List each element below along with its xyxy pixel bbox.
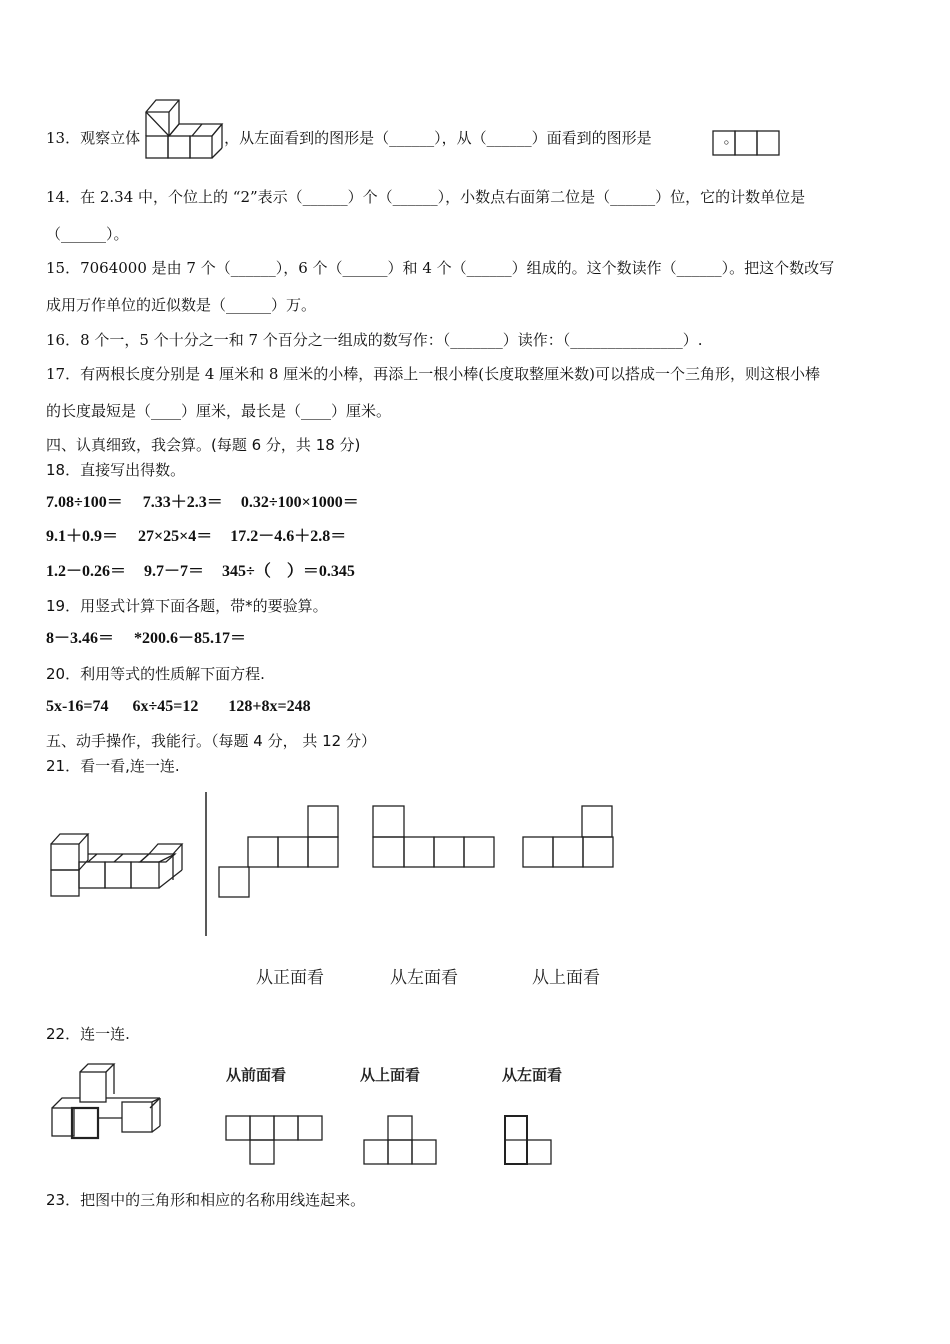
q22-label-left: 从左面看 <box>502 1066 563 1084</box>
q13-prefix: 13．观察立体 <box>46 129 141 147</box>
q22-view-b <box>363 1115 439 1167</box>
q17-line1: 17．有两根长度分别是 4 厘米和 8 厘米的小棒，再添上一根小棒(长度取整厘米数)可以搭成一个三角形，则这根小棒 <box>46 365 820 383</box>
q22-cube-solid <box>50 1062 162 1142</box>
q21-title: 21．看一看,连一连. <box>46 757 180 775</box>
q18-item: 1.2－0.26＝ <box>46 563 127 580</box>
q18-row-1 <box>46 493 359 513</box>
q18-item: 27×25×4＝ <box>138 528 213 545</box>
q21-view-a <box>218 805 342 899</box>
q22-title: 22．连一连. <box>46 1025 130 1043</box>
q13-top-view-figure <box>712 130 782 158</box>
q18-item: 17.2－4.6＋2.8＝ <box>230 528 347 545</box>
q22-view-c <box>504 1115 556 1167</box>
q20-title: 20．利用等式的性质解下面方程. <box>46 665 265 683</box>
q21-view-c <box>522 805 616 869</box>
q21-label-front: 从正面看 <box>256 968 324 988</box>
q21-label-top: 从上面看 <box>532 968 600 988</box>
q21-cube-solid <box>50 832 190 902</box>
q21-divider <box>205 792 209 938</box>
q22-label-front: 从前面看 <box>226 1066 287 1084</box>
q21-view-b <box>372 805 498 869</box>
q23-title: 23．把图中的三角形和相应的名称用线连起来。 <box>46 1191 366 1209</box>
q19-item: 8－3.46＝ <box>46 630 115 647</box>
q18-item: 7.33＋2.3＝ <box>142 494 223 511</box>
q20-item: 128+8x=248 <box>228 698 311 715</box>
q16-line: 16．8 个一，5 个十分之一和 7 个百分之一组成的数写作：（_______）读作：（_______________）. <box>46 331 703 349</box>
q18-row-3 <box>46 562 355 582</box>
q20-item: 5x-16=74 <box>46 698 109 715</box>
q18-item: 345÷（ ）＝0.345 <box>222 563 355 580</box>
q15-line1: 15．7064000 是由 7 个（______），6 个（______）和 4 个（______）组成的。这个数读作（______）。把这个数改写 <box>46 259 835 277</box>
q20-items <box>46 697 311 717</box>
q18-item: 9.7－7＝ <box>144 563 205 580</box>
q13-solid-figure <box>144 98 234 160</box>
q18-title: 18．直接写出得数。 <box>46 461 186 479</box>
q20-item: 6x÷45=12 <box>132 698 199 715</box>
q18-row-2 <box>46 527 346 547</box>
q18-item: 7.08÷100＝ <box>46 494 123 511</box>
q13-suffix: 。 <box>723 129 739 147</box>
q19-items <box>46 629 246 649</box>
q22-view-a <box>225 1115 327 1167</box>
q13-mid: ，从左面看到的图形是（______），从（______）面看到的图形是 <box>224 129 652 147</box>
q21-label-left: 从左面看 <box>390 968 458 988</box>
section5-title: 五、动手操作，我能行。（每题 4 分， 共 12 分） <box>46 732 376 750</box>
q17-line2: 的长度最短是（____）厘米，最长是（____）厘米。 <box>46 402 392 420</box>
q14-line2: （______）。 <box>46 225 129 243</box>
q19-item: *200.6－85.17＝ <box>134 630 247 647</box>
section4-title: 四、认真细致，我会算。(每题 6 分，共 18 分) <box>46 436 361 454</box>
q15-line2: 成用万作单位的近似数是（______）万。 <box>46 296 317 314</box>
q14-line1: 14．在 2.34 中，个位上的 “2”表示（______）个（______），小数点右面第二位是（______）位，它的计数单位是 <box>46 188 806 206</box>
q22-label-top: 从上面看 <box>360 1066 421 1084</box>
q18-item: 9.1＋0.9＝ <box>46 528 119 545</box>
q19-title: 19．用竖式计算下面各题，带*的要验算。 <box>46 597 328 615</box>
q18-item: 0.32÷100×1000＝ <box>240 494 359 511</box>
